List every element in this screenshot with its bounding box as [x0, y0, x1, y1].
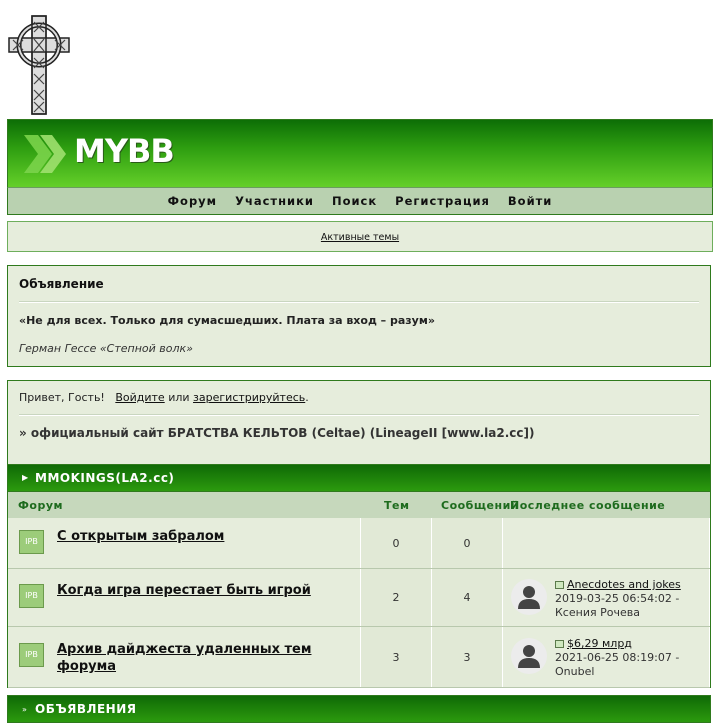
announcement-author: Герман Гессе «Степной волк»: [19, 342, 193, 355]
forum-cell: [8, 569, 361, 627]
announcement-quote: «Не для всех. Только для сумасшедших. Плата за вход – разум»: [19, 314, 435, 327]
topics-cell: [361, 627, 432, 688]
nav-members[interactable]: Участники: [235, 194, 314, 208]
user-avatar[interactable]: [511, 638, 547, 674]
caret-right-icon[interactable]: ▶: [22, 473, 29, 482]
chevron-right-icon[interactable]: »: [22, 705, 27, 714]
category-header[interactable]: [7, 464, 711, 492]
col-posts: Сообщений: [441, 499, 520, 512]
last-post-link[interactable]: $6,29 млрд: [555, 637, 632, 650]
nav-forum[interactable]: Форум: [167, 194, 218, 208]
col-topics: Тем: [384, 499, 410, 512]
last-post-author: Onubel: [555, 665, 595, 678]
divider: [19, 414, 699, 416]
posts-count: 3: [463, 651, 471, 664]
last-post-link[interactable]: Anecdotes and jokes: [555, 578, 681, 591]
last-post-date: 2019-03-25 06:54:02 -: [555, 592, 680, 605]
topics-count: 2: [392, 591, 400, 604]
site-logo-text[interactable]: MYBB: [74, 132, 174, 170]
last-post-cell: [503, 569, 710, 627]
login-link[interactable]: Войдите: [115, 391, 165, 404]
topics-cell: [361, 518, 432, 569]
topics-count: 0: [392, 537, 400, 550]
forum-status-icon: IPB: [19, 643, 44, 667]
user-avatar[interactable]: [511, 579, 547, 615]
nav-login[interactable]: Войти: [507, 194, 553, 208]
posts-count: 4: [463, 591, 471, 604]
nav-register[interactable]: Регистрация: [395, 194, 490, 208]
guest-greeting: Привет, Гость!: [19, 391, 105, 404]
forum-cell: [8, 627, 361, 688]
forum-cell: [8, 518, 361, 569]
forum-table-header: [7, 492, 711, 518]
mybb-chevron-icon: [22, 133, 68, 175]
active-topics-bar: [7, 221, 713, 252]
forum-status-icon: IPB: [19, 530, 44, 554]
topics-count: 3: [392, 651, 400, 664]
welcome-panel: [7, 380, 711, 467]
nav-search[interactable]: Поиск: [331, 194, 378, 208]
col-forum: Форум: [18, 499, 64, 512]
last-post-cell: [503, 627, 710, 688]
welcome-line: [19, 391, 309, 404]
topics-cell: [361, 569, 432, 627]
forum-title-link[interactable]: Архив дайджеста удаленных тем форума: [57, 642, 312, 674]
announcement-panel: [7, 265, 711, 367]
posts-cell: [432, 518, 503, 569]
last-post-cell: [503, 518, 710, 569]
site-title: » официальный сайт БРАТСТВА КЕЛЬТОВ (Celtae) (LineageII [www.la2.cc]): [19, 426, 535, 440]
register-link[interactable]: зарегистрируйтесь: [193, 391, 306, 404]
category-title[interactable]: MMOKINGS(LA2.cc): [35, 471, 175, 485]
last-post-date: 2021-06-25 08:19:07 -: [555, 651, 680, 664]
forum-row: [7, 518, 711, 569]
celtic-cross-logo: [7, 14, 71, 116]
or-text: или: [168, 391, 190, 404]
posts-cell: [432, 569, 503, 627]
posts-cell: [432, 627, 503, 688]
posts-count: 0: [463, 537, 471, 550]
divider: [19, 301, 699, 303]
col-last-post: Последнее сообщение: [510, 499, 666, 512]
category-title[interactable]: ОБЪЯВЛЕНИЯ: [35, 702, 137, 716]
forum-status-icon: IPB: [19, 584, 44, 608]
last-post-author: Ксения Рочева: [555, 606, 640, 619]
site-header: [7, 119, 713, 188]
announcement-title: Объявление: [19, 277, 104, 291]
post-icon: [555, 581, 564, 589]
forum-title-link[interactable]: С открытым забралом: [57, 529, 225, 544]
category-header[interactable]: [7, 695, 711, 723]
main-navigation: [7, 187, 713, 215]
default-user-icon: [511, 579, 547, 615]
forum-row: [7, 569, 711, 627]
forum-title-link[interactable]: Когда игра перестает быть игрой: [57, 583, 311, 598]
forum-row: [7, 627, 711, 688]
default-user-icon: [511, 638, 547, 674]
period: .: [305, 391, 309, 404]
post-icon: [555, 640, 564, 648]
active-topics-link[interactable]: Активные темы: [320, 232, 400, 243]
